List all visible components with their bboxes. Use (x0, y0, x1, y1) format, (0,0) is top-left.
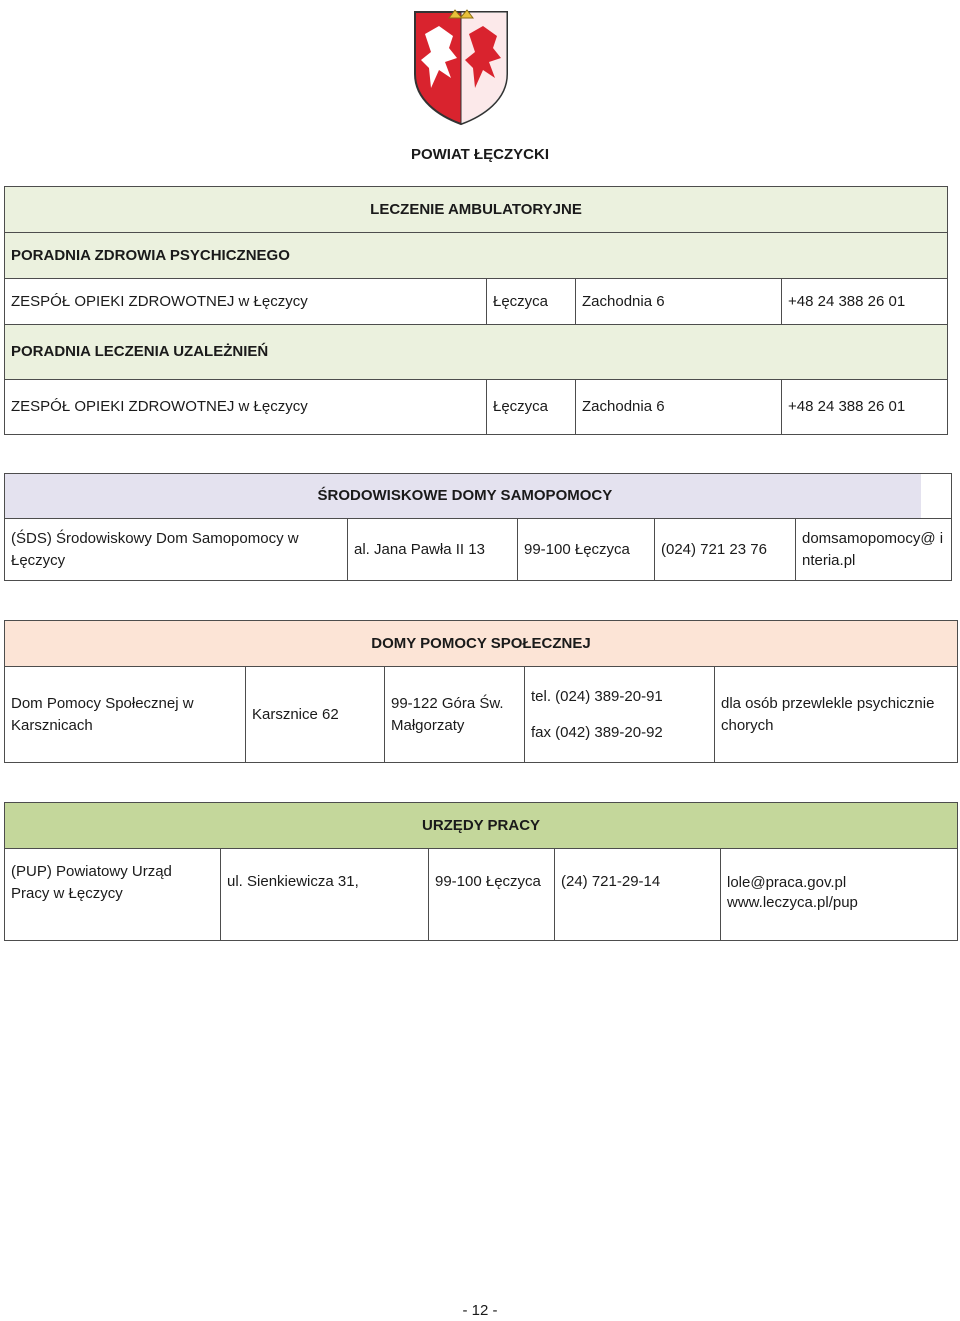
facility-name: ZESPÓŁ OPIEKI ZDROWOTNEJ w Łęczycy (5, 279, 487, 325)
sds-postal: 99-100 Łęczyca (518, 519, 655, 581)
facility-phone: +48 24 388 26 01 (782, 279, 948, 325)
facility-phone: +48 24 388 26 01 (782, 380, 948, 435)
dps-note: dla osób przewlekle psychicznie chorych (715, 667, 958, 763)
sds-address: al. Jana Pawła II 13 (348, 519, 518, 581)
ambulatory-table (4, 186, 948, 435)
sds-table (4, 473, 952, 581)
facility-city: Łęczyca (487, 279, 576, 325)
sds-title: ŚRODOWISKOWE DOMY SAMOPOMOCY (318, 474, 922, 519)
facility-name: ZESPÓŁ OPIEKI ZDROWOTNEJ w Łęczycy (5, 380, 487, 435)
dps-address: Karsznice 62 (246, 667, 385, 763)
sds-phone: (024) 721 23 76 (655, 519, 796, 581)
dps-postal: 99-122 Góra Św. Małgorzaty (385, 667, 525, 763)
coat-of-arms-icon (409, 8, 513, 126)
pup-contact (721, 849, 958, 941)
facility-city: Łęczyca (487, 380, 576, 435)
dps-name: Dom Pomocy Społecznej w Karsznicach (5, 667, 246, 763)
ambulatory-title: LECZENIE AMBULATORYJNE (5, 187, 948, 233)
page-number: - 12 - (462, 1302, 498, 1319)
pup-address: ul. Sienkiewicza 31, (221, 849, 429, 941)
pup-name: (PUP) Powiatowy Urząd Pracy w Łęczycy (5, 849, 221, 941)
facility-street: Zachodnia 6 (576, 380, 782, 435)
facility-street: Zachodnia 6 (576, 279, 782, 325)
pup-phone: (24) 721-29-14 (555, 849, 721, 941)
pup-table (4, 802, 958, 941)
sds-name: (ŚDS) Środowiskowy Dom Samopomocy w Łęczycy (5, 519, 348, 581)
section-heading: PORADNIA LECZENIA UZALEŻNIEŃ (5, 325, 948, 380)
dps-title: DOMY POMOCY SPOŁECZNEJ (5, 621, 958, 667)
section-heading: PORADNIA ZDROWIA PSYCHICZNEGO (5, 233, 948, 279)
county-title: POWIAT ŁĘCZYCKI (410, 146, 550, 163)
pup-website-link[interactable]: www.leczyca.pl/pup (727, 894, 858, 911)
pup-email-link[interactable]: lole@praca.gov.pl (727, 874, 847, 891)
dps-fax: fax (042) 389-20-92 (531, 723, 663, 741)
dps-phone: tel. (024) 389-20-91 (531, 687, 663, 705)
pup-title: URZĘDY PRACY (5, 803, 958, 849)
dps-table (4, 620, 958, 763)
pup-postal: 99-100 Łęczyca (429, 849, 555, 941)
sds-email: domsamopomocy@ interia.pl (796, 519, 952, 581)
dps-contact (525, 667, 715, 763)
